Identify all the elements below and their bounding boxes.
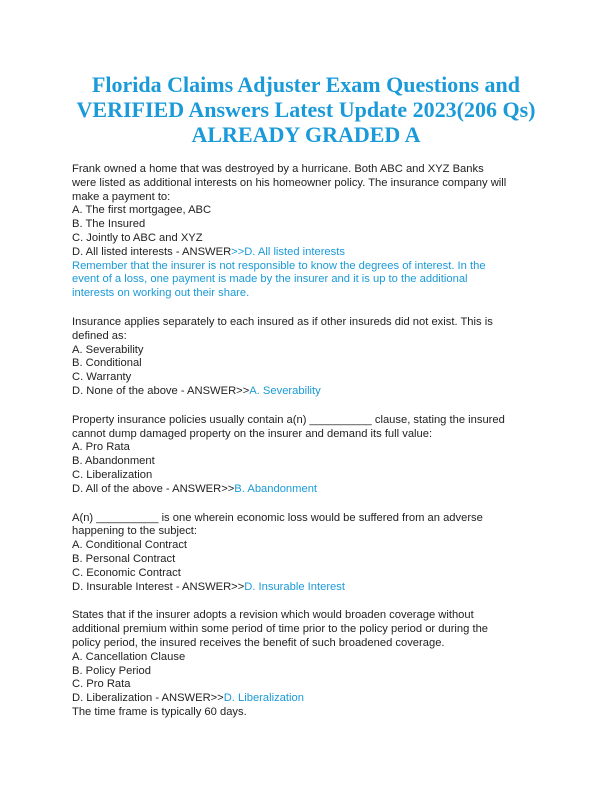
answer-option: D. Liberalization - ANSWER>> <box>72 692 224 705</box>
answer-option: B. The Insured <box>72 218 146 231</box>
question-block <box>72 609 540 719</box>
answer-option: A. Severability <box>72 343 144 356</box>
answer-option: D. Insurable Interest - ANSWER>> <box>72 580 245 593</box>
question-text: A(n) __________ is one wherein economic loss would be suffered from an adverse <box>72 511 483 524</box>
answer-option: B. Policy Period <box>72 664 151 677</box>
document-title: Florida Claims Adjuster Exam Questions and VERIFIED Answers Latest Update 2023(206 Qs) ALREADY GRADED A <box>76 72 536 147</box>
answer-option: D. All of the above - ANSWER>> <box>72 482 235 495</box>
question-text: make a payment to: <box>72 190 171 203</box>
question-text: defined as: <box>72 329 127 342</box>
answer-line <box>72 692 540 706</box>
question-text: Insurance applies separately to each insured as if other insureds did not exist. This is <box>72 315 493 328</box>
answer-option: A. Conditional Contract <box>72 539 188 552</box>
answer-option: A. Pro Rata <box>72 441 130 454</box>
answer-line <box>72 483 540 497</box>
answer-option: C. Pro Rata <box>72 678 131 691</box>
answer-option: C. Liberalization <box>72 468 153 481</box>
answer-explanation: Remember that the insurer is not responsible to know the degrees of interest. In the <box>72 259 486 272</box>
question-text: cannot dump damaged property on the insurer and demand its full value: <box>72 427 433 440</box>
question-block <box>72 512 540 595</box>
answer-option: A. Cancellation Clause <box>72 650 186 663</box>
answer-option: B. Abandonment <box>72 455 155 468</box>
question-text: Property insurance policies usually contain a(n) __________ clause, stating the insured <box>72 413 505 426</box>
answer-explanation: event of a loss, one payment is made by the insurer and it is up to the additional <box>72 273 468 286</box>
answer-line <box>72 581 540 595</box>
correct-answer: >>D. All listed interests <box>231 245 345 258</box>
answer-option: C. Economic Contract <box>72 566 181 579</box>
question-text: were listed as additional interests on his homeowner policy. The insurance company will <box>72 176 507 189</box>
answer-option: C. Jointly to ABC and XYZ <box>72 231 203 244</box>
answer-option: D. None of the above - ANSWER>> <box>72 384 250 397</box>
correct-answer: A. Severability <box>249 384 321 397</box>
answer-option: A. The first mortgagee, ABC <box>72 204 212 217</box>
answer-line <box>72 385 540 399</box>
answer-line <box>72 246 540 260</box>
question-text: policy period, the insured receives the benefit of such broadened coverage. <box>72 636 445 649</box>
question-text: additional premium within some period of time prior to the policy period or during the <box>72 623 489 636</box>
answer-option: B. Conditional <box>72 357 142 370</box>
question-block <box>72 163 540 301</box>
correct-answer: D. Insurable Interest <box>244 580 345 593</box>
answer-option: C. Warranty <box>72 371 132 384</box>
answer-explanation: The time frame is typically 60 days. <box>72 705 247 718</box>
correct-answer: B. Abandonment <box>234 482 318 495</box>
answer-explanation: interests on working out their share. <box>72 287 250 300</box>
answer-option: D. All listed interests - ANSWER <box>72 245 232 258</box>
question-block <box>72 414 540 497</box>
question-text: Frank owned a home that was destroyed by a hurricane. Both ABC and XYZ Banks <box>72 163 484 175</box>
question-block <box>72 316 540 399</box>
answer-option: B. Personal Contract <box>72 552 176 565</box>
correct-answer: D. Liberalization <box>223 692 304 705</box>
question-text: happening to the subject: <box>72 525 198 538</box>
question-text: States that if the insurer adopts a revision which would broaden coverage without <box>72 609 474 622</box>
